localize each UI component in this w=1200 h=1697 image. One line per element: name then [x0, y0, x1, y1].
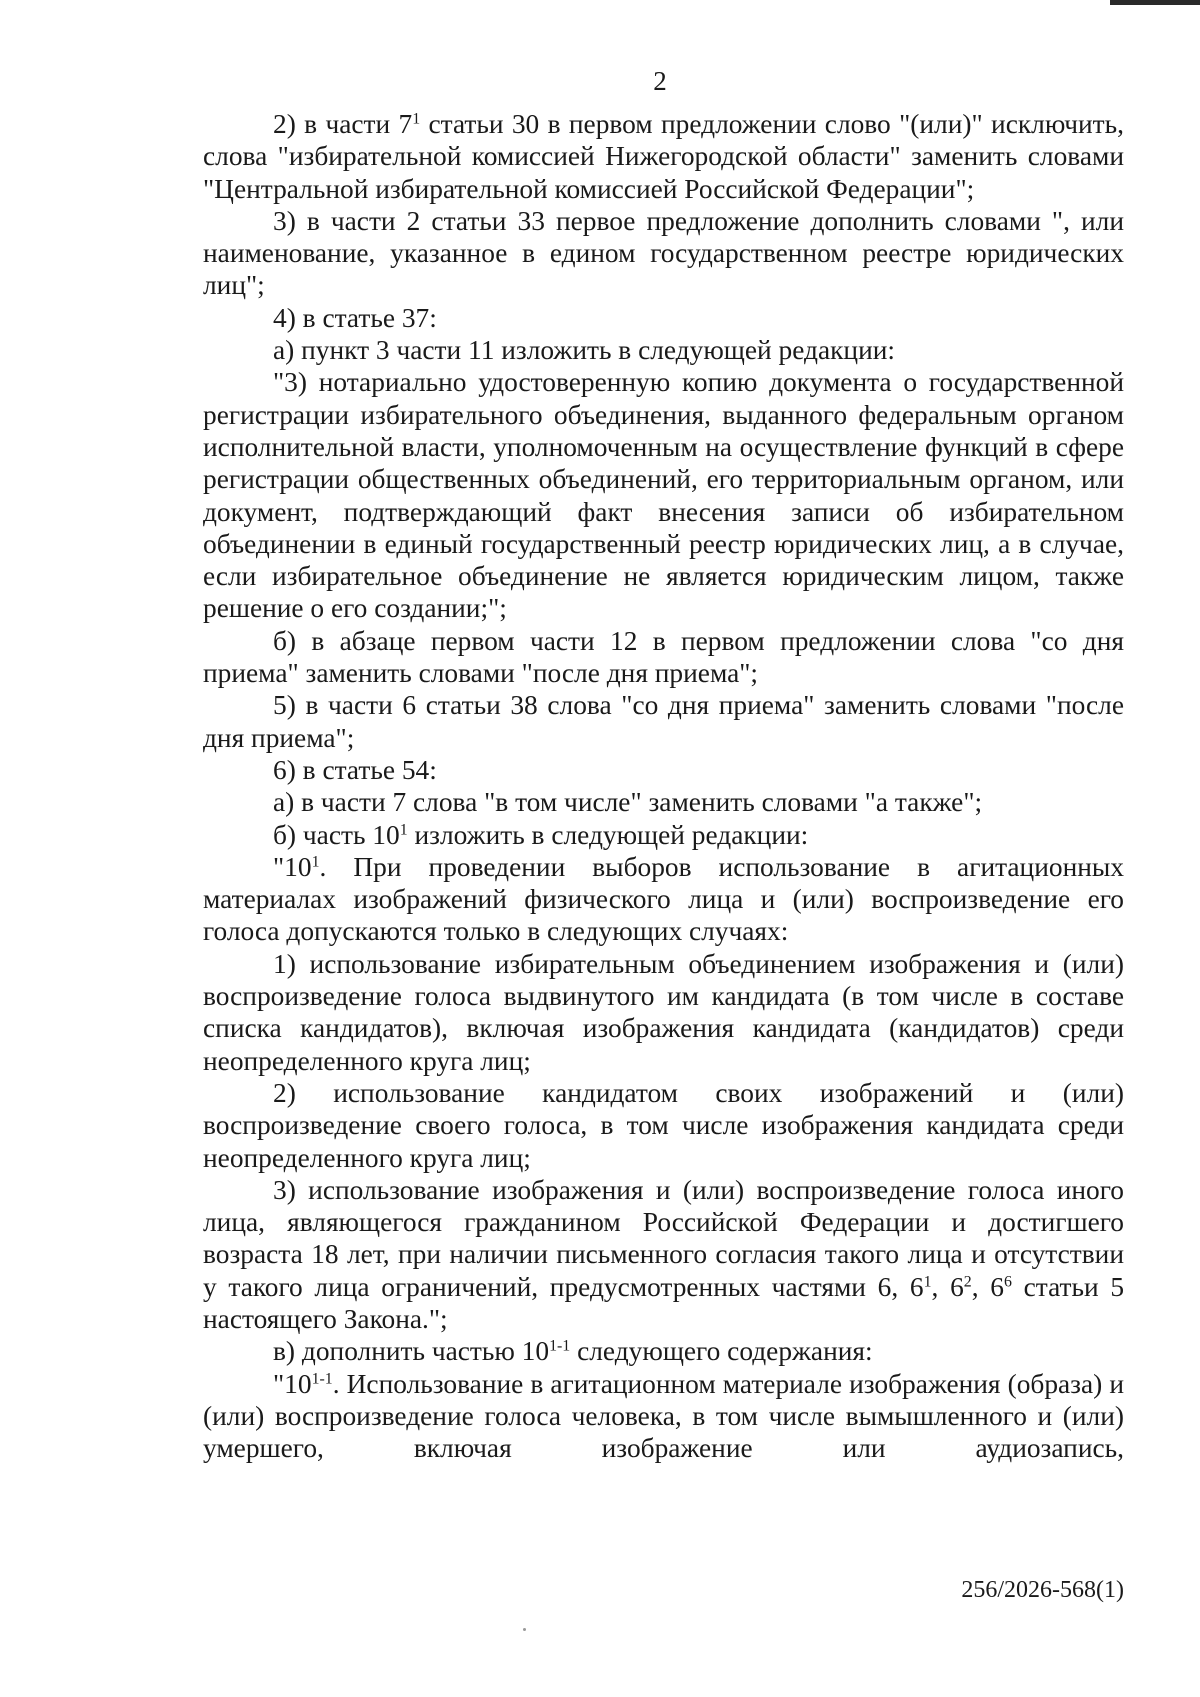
paragraph-p8 [203, 754, 1124, 786]
paragraph-p15 [203, 1335, 1124, 1367]
paragraph-p2 [203, 205, 1124, 302]
text-run: а) пункт 3 части 11 изложить в следующей редакции: [273, 335, 896, 366]
paragraph-p10 [203, 819, 1124, 851]
document-body [203, 108, 1124, 1464]
paragraph-p7 [203, 689, 1124, 754]
paragraph-p12 [203, 948, 1124, 1077]
superscript: 1 [923, 1273, 932, 1291]
text-run: . При проведении выборов использование в агитационных материалах изображений физического лица и (или) воспроизведение его голоса допускаются только в следующих случаях: [203, 851, 1124, 947]
paragraph-p6 [203, 625, 1124, 690]
text-run: "10 [273, 851, 312, 882]
text-run: "3) нотариально удостоверенную копию документа о государственной регистрации избирательного объединения, выданного федеральным органом исполнительной власти, уполномоченным на осуществление функций в сфере регистрации общественных объединений, его территориальным органом, или документ, подтверждающий факт внесения записи об избирательном объединении в единый государственный реестр юридических лиц, а в случае, если избирательное объединение не является юридическим лицом, также решение о его создании;"; [203, 367, 1124, 624]
text-run: б) в абзаце первом части 12 в первом предложении слова "со дня приема" заменить словами "после дня приема"; [203, 625, 1124, 689]
superscript: 1 [311, 853, 320, 871]
text-run: 2) в части 7 [273, 109, 413, 139]
document-code: 256/2026-568(1) [961, 1577, 1124, 1603]
superscript: 1-1 [311, 1370, 333, 1388]
text-run: 1) использование избирательным объединением изображения и (или) воспроизведение голоса выдвинутого им кандидата (в том числе в составе списка кандидатов), включая изображения кандидата (кандидатов) среди неопределенного круга лиц; [203, 948, 1124, 1076]
text-run: 3) использование изображения и (или) воспроизведение голоса иного лица, являющегося гражданином Российской Федерации и достигшего возраста 18 лет, при наличии письменного согласия такого лица и отсутствии у такого лица ограничений, предусмотренных частями 6, 6 [203, 1174, 1124, 1302]
text-run: статьи 30 в первом предложении слово "(или)" исключить, слова "избирательной комиссией Нижегородской области" заменить словами "Центральной избирательной комиссией Российской Федерации"; [203, 109, 1124, 204]
text-run: 4) в статье 37: [273, 302, 437, 333]
superscript: 6 [1003, 1273, 1012, 1291]
superscript: 2 [963, 1273, 972, 1291]
text-run: а) в части 7 слова "в том числе" заменить словами "а также"; [273, 787, 983, 818]
page-number: 2 [653, 66, 667, 96]
paragraph-p11 [203, 851, 1124, 948]
paragraph-p1 [203, 108, 1124, 205]
text-run: б) часть 10 [273, 819, 400, 850]
text-run: в) дополнить частью 10 [273, 1336, 550, 1367]
text-run: , 6 [971, 1271, 1004, 1302]
text-run: 6) в статье 54: [273, 754, 437, 785]
superscript: 1 [399, 821, 408, 838]
scan-artifact [523, 1628, 526, 1631]
paragraph-p4 [203, 334, 1124, 366]
text-run: , 6 [931, 1271, 964, 1302]
text-run: 2) использование кандидатом своих изображений и (или) воспроизведение своего голоса, в том числе изображения кандидата среди неопределенного круга лиц; [203, 1077, 1124, 1173]
text-run: следующего содержания: [570, 1336, 873, 1367]
scan-corner-mark [1110, 0, 1200, 5]
superscript: 1 [412, 110, 421, 128]
paragraph-p13 [203, 1077, 1124, 1174]
text-run: статьи 5 настоящего Закона."; [203, 1271, 1125, 1334]
paragraph-p9 [203, 786, 1124, 818]
superscript: 1-1 [549, 1337, 571, 1355]
paragraph-p5 [203, 366, 1124, 624]
paragraph-p16 [203, 1368, 1124, 1465]
text-run: 3) в части 2 статьи 33 первое предложение дополнить словами ", или наименование, указанное в едином государственном реестре юридических лиц"; [203, 205, 1124, 301]
text-run: . Использование в агитационном материале изображения (образа) и (или) воспроизведение голоса человека, в том числе вымышленного и (или) умершего, включая изображение или аудиозапись, [203, 1368, 1124, 1464]
text-run: "10 [273, 1368, 312, 1399]
paragraph-p14 [203, 1174, 1124, 1335]
text-run: 5) в части 6 статьи 38 слова "со дня приема" заменить словами "после дня приема"; [203, 690, 1124, 753]
text-run: изложить в следующей редакции: [407, 819, 809, 850]
paragraph-p3 [203, 302, 1124, 334]
